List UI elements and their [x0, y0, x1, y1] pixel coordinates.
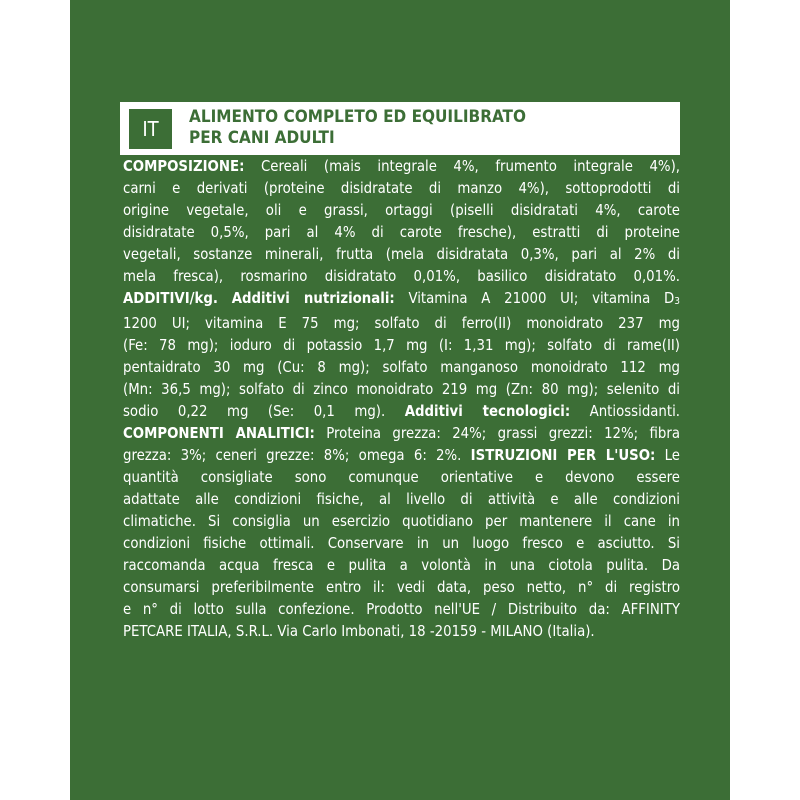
text-line: mela fresca), rosmarino disidratato 0,01%, basilico disidratato 0,01%. [123, 268, 680, 285]
text-segment [218, 290, 232, 307]
text-segment: grezza: 3%; ceneri grezze: 8%; omega 6: 2%. [123, 447, 471, 464]
additives-label: ADDITIVI/kg. [123, 290, 218, 307]
text-line: 1200 UI; vitamina E 75 mg; solfato di ferro(II) monoidrato 237 mg [123, 315, 680, 332]
text-line: raccomanda acqua fresca e pulita a volontà in una ciotola pulita. Da [123, 557, 680, 574]
subscript: 3 [674, 296, 680, 307]
product-title-line-2: PER CANI ADULTI [189, 128, 335, 148]
text-line [123, 423, 680, 445]
text-segment: sodio 0,22 mg (Se: 0,1 mg). [123, 403, 405, 420]
text-line: vegetali, sostanze minerali, frutta (mela disidratata 0,3%, pari al 2% di [123, 246, 680, 263]
composition-label: COMPOSIZIONE: [123, 158, 245, 175]
text-line: condizioni fisiche ottimali. Conservare in un luogo fresco e asciutto. Si [123, 535, 680, 552]
product-title-line-1: ALIMENTO COMPLETO ED EQUILIBRATO [189, 107, 526, 127]
language-badge: IT [129, 109, 172, 149]
nutritional-additives-label: Additivi nutrizionali: [231, 290, 395, 307]
text-segment: Vitamina A 21000 UI; vitamina D [394, 290, 675, 307]
technological-additives-label: Additivi tecnologici: [404, 403, 571, 420]
text-line [123, 445, 680, 467]
text-segment: Le [655, 447, 680, 464]
text-segment: Cereali (mais integrale 4%, frumento integrale 4%), [244, 158, 680, 175]
product-title [189, 107, 669, 149]
text-segment: Antiossidanti. [570, 403, 681, 420]
text-line: consumarsi preferibilmente entro il: vedi data, peso netto, n° di registro [123, 579, 680, 596]
text-line [123, 401, 680, 423]
text-line: (Mn: 36,5 mg); solfato di zinco monoidrato 219 mg (Zn: 80 mg); selenito di [123, 381, 680, 398]
text-line: carni e derivati (proteine disidratate di manzo 4%), sottoprodotti di [123, 180, 680, 197]
analytical-components-label: COMPONENTI ANALITICI: [123, 425, 315, 442]
text-line: pentaidrato 30 mg (Cu: 8 mg); solfato manganoso monoidrato 112 mg [123, 359, 680, 376]
text-line [123, 156, 680, 178]
text-line: quantità consigliate sono comunque orientative e devono essere [123, 469, 680, 486]
text-line: PETCARE ITALIA, S.R.L. Via Carlo Imbonati, 18 -20159 - MILANO (Italia). [123, 623, 595, 640]
text-segment: Proteina grezza: 24%; grassi grezzi: 12%; fibra [314, 425, 681, 442]
product-header [120, 102, 680, 155]
text-line: climatiche. Si consiglia un esercizio quotidiano per mantenere il cane in [123, 513, 680, 530]
text-line: disidratate 0,5%, pari al 4% di carote fresche), estratti di proteine [123, 224, 680, 241]
instructions-label: ISTRUZIONI PER L'USO: [470, 447, 656, 464]
text-line: (Fe: 78 mg); ioduro di potassio 1,7 mg (I: 1,31 mg); solfato di rame(II) [123, 337, 680, 354]
ingredients-text [123, 156, 680, 643]
text-line: adattate alle condizioni fisiche, al livello di attività e alle condizioni [123, 491, 680, 508]
text-line: origine vegetale, oli e grassi, ortaggi (piselli disidratati 4%, carote [123, 202, 680, 219]
text-line [123, 288, 680, 313]
text-line: e n° di lotto sulla confezione. Prodotto nell'UE / Distribuito da: AFFINITY [123, 601, 680, 618]
